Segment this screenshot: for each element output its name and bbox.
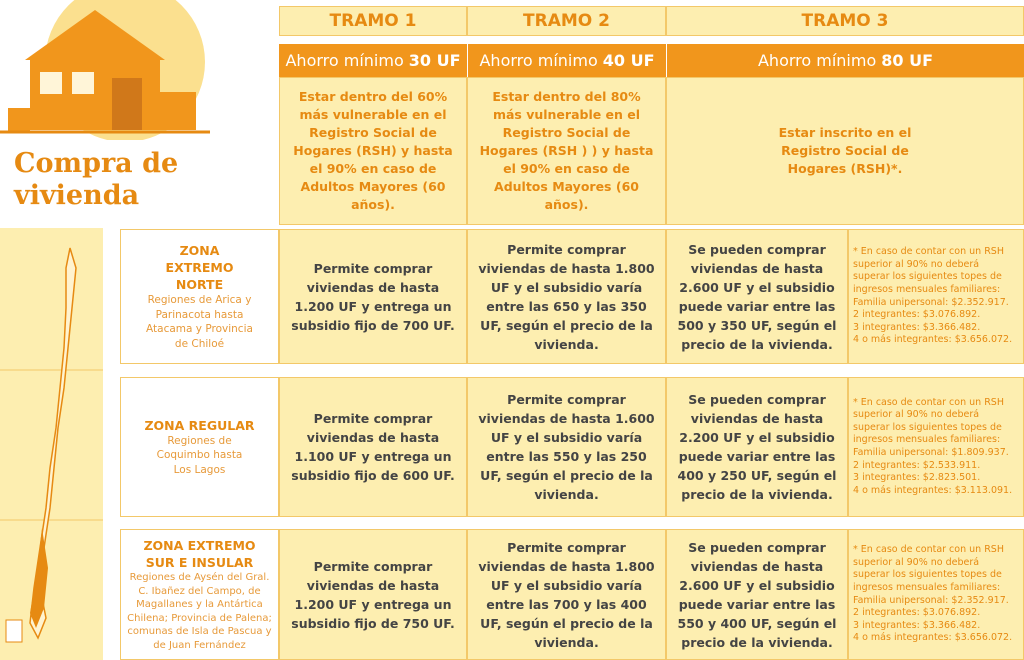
note-line: superior al 90% no deberá bbox=[853, 556, 980, 568]
zone-label-extremo-sur bbox=[120, 529, 279, 660]
tramo-1-header: TRAMO 1 bbox=[279, 6, 467, 36]
ahorro-tramo-1 bbox=[279, 44, 467, 77]
zone-regions: Regiones de Aysén del Gral. C. Ibañez del Campo, de Magallanes y la Antártica Chilena; Provincia de Palena; comunas de Isla de Pascua y de Juan Fernández bbox=[127, 572, 272, 651]
tramo-3-header: TRAMO 3 bbox=[666, 6, 1024, 36]
requisito-tramo-1: Estar dentro del 60% más vulnerable en el Registro Social de Hogares (RSH) y hasta el 90% en caso de Adultos Mayores (60 años). bbox=[279, 77, 467, 225]
zone-label-extremo-norte bbox=[120, 229, 279, 364]
note-line: Familia unipersonal: $2.352.917. bbox=[853, 594, 1009, 606]
note-line: superior al 90% no deberá bbox=[853, 409, 980, 421]
zone-1-note bbox=[848, 229, 1024, 364]
note-line: ingresos mensuales familiares: bbox=[853, 434, 1001, 446]
ahorro-value: 30 UF bbox=[408, 51, 461, 70]
note-line: 3 integrantes: $2.823.501. bbox=[853, 472, 981, 484]
ahorro-tramo-2 bbox=[467, 44, 666, 77]
chile-map-icon bbox=[0, 228, 103, 660]
zone-label-regular bbox=[120, 377, 279, 517]
zone-3-tramo-1: Permite comprar viviendas de hasta 1.200 UF y entrega un subsidio fijo de 750 UF. bbox=[279, 529, 467, 660]
note-line: 4 o más integrantes: $3.113.091. bbox=[853, 484, 1013, 496]
note-line: 2 integrantes: $3.076.892. bbox=[853, 607, 981, 619]
ahorro-label: Ahorro mínimo bbox=[285, 51, 404, 70]
note-line: 2 integrantes: $3.076.892. bbox=[853, 309, 981, 321]
ahorro-value: 80 UF bbox=[881, 51, 934, 70]
note-line: ingresos mensuales familiares: bbox=[853, 581, 1001, 593]
note-line: 4 o más integrantes: $3.656.072. bbox=[853, 632, 1013, 644]
zone-2-tramo-3: Se pueden comprar viviendas de hasta 2.200 UF y el subsidio puede variar entre las 400 y 250 UF, según el precio de la vivienda. bbox=[666, 377, 848, 517]
requisito-tramo-3: Estar inscrito en el Registro Social de Hogares (RSH)*. bbox=[666, 77, 1024, 225]
zone-3-note bbox=[848, 529, 1024, 660]
note-line: Familia unipersonal: $1.809.937. bbox=[853, 447, 1009, 458]
note-line: 2 integrantes: $2.533.911. bbox=[853, 459, 981, 471]
zone-2-note bbox=[848, 377, 1024, 517]
zone-2-tramo-1: Permite comprar viviendas de hasta 1.100 UF y entrega un subsidio fijo de 600 UF. bbox=[279, 377, 467, 517]
note-line: 4 o más integrantes: $3.656.072. bbox=[853, 334, 1013, 346]
note-line: Familia unipersonal: $2.352.917. bbox=[853, 296, 1009, 308]
ahorro-tramo-3 bbox=[666, 44, 1024, 77]
zone-regions: Regiones de Arica y Parinacota hasta Atacama y Provincia de Chiloé bbox=[146, 294, 253, 350]
house-icon bbox=[0, 0, 210, 140]
map-panel bbox=[0, 228, 103, 660]
zone-2-tramo-2: Permite comprar viviendas de hasta 1.600 UF y el subsidio varía entre las 550 y las 250 UF, según el precio de la vivienda. bbox=[467, 377, 666, 517]
zone-1-tramo-1: Permite comprar viviendas de hasta 1.200 UF y entrega un subsidio fijo de 700 UF. bbox=[279, 229, 467, 364]
ahorro-label: Ahorro mínimo bbox=[757, 51, 877, 70]
page-title: Compra de vivienda bbox=[14, 148, 179, 211]
note-line: * En caso de contar con un RSH bbox=[853, 246, 1004, 258]
note-line: superar los siguientes topes de bbox=[853, 271, 1002, 283]
note-line: superar los siguientes topes de bbox=[853, 421, 1002, 433]
zone-3-tramo-2: Permite comprar viviendas de hasta 1.800 UF y el subsidio varía entre las 700 y las 400 UF, según el precio de la vivienda. bbox=[467, 529, 666, 660]
ahorro-value: 40 UF bbox=[602, 51, 655, 70]
zone-3-tramo-3: Se pueden comprar viviendas de hasta 2.600 UF y el subsidio puede variar entre las 550 y 400 UF, según el precio de la vivienda. bbox=[666, 529, 848, 660]
zone-name: ZONA EXTREMO SUR E INSULAR bbox=[143, 538, 256, 570]
note-line: superior al 90% no deberá bbox=[853, 258, 980, 270]
zone-name: ZONA EXTREMO NORTE bbox=[165, 243, 234, 292]
title-area bbox=[0, 0, 270, 225]
note-line: * En caso de contar con un RSH bbox=[853, 544, 1004, 556]
note-line: * En caso de contar con un RSH bbox=[853, 396, 1004, 408]
zone-regions: Regiones de Coquimbo hasta Los Lagos bbox=[156, 434, 243, 476]
note-line: 3 integrantes: $3.366.482. bbox=[853, 321, 981, 333]
zone-1-tramo-2: Permite comprar viviendas de hasta 1.800 UF y el subsidio varía entre las 650 y las 350 UF, según el precio de la vivienda. bbox=[467, 229, 666, 364]
tramo-2-header: TRAMO 2 bbox=[467, 6, 666, 36]
zone-name: ZONA REGULAR bbox=[144, 417, 255, 433]
note-line: superar los siguientes topes de bbox=[853, 569, 1002, 581]
note-line: ingresos mensuales familiares: bbox=[853, 283, 1001, 295]
ahorro-label: Ahorro mínimo bbox=[479, 51, 598, 70]
requisito-tramo-2: Estar dentro del 80% más vulnerable en el Registro Social de Hogares (RSH ) ) y hasta el 90% en caso de Adultos Mayores (60 años). bbox=[467, 77, 666, 225]
note-line: 3 integrantes: $3.366.482. bbox=[853, 619, 981, 631]
zone-1-tramo-3: Se pueden comprar viviendas de hasta 2.600 UF y el subsidio puede variar entre las 500 y 350 UF, según el precio de la vivienda. bbox=[666, 229, 848, 364]
